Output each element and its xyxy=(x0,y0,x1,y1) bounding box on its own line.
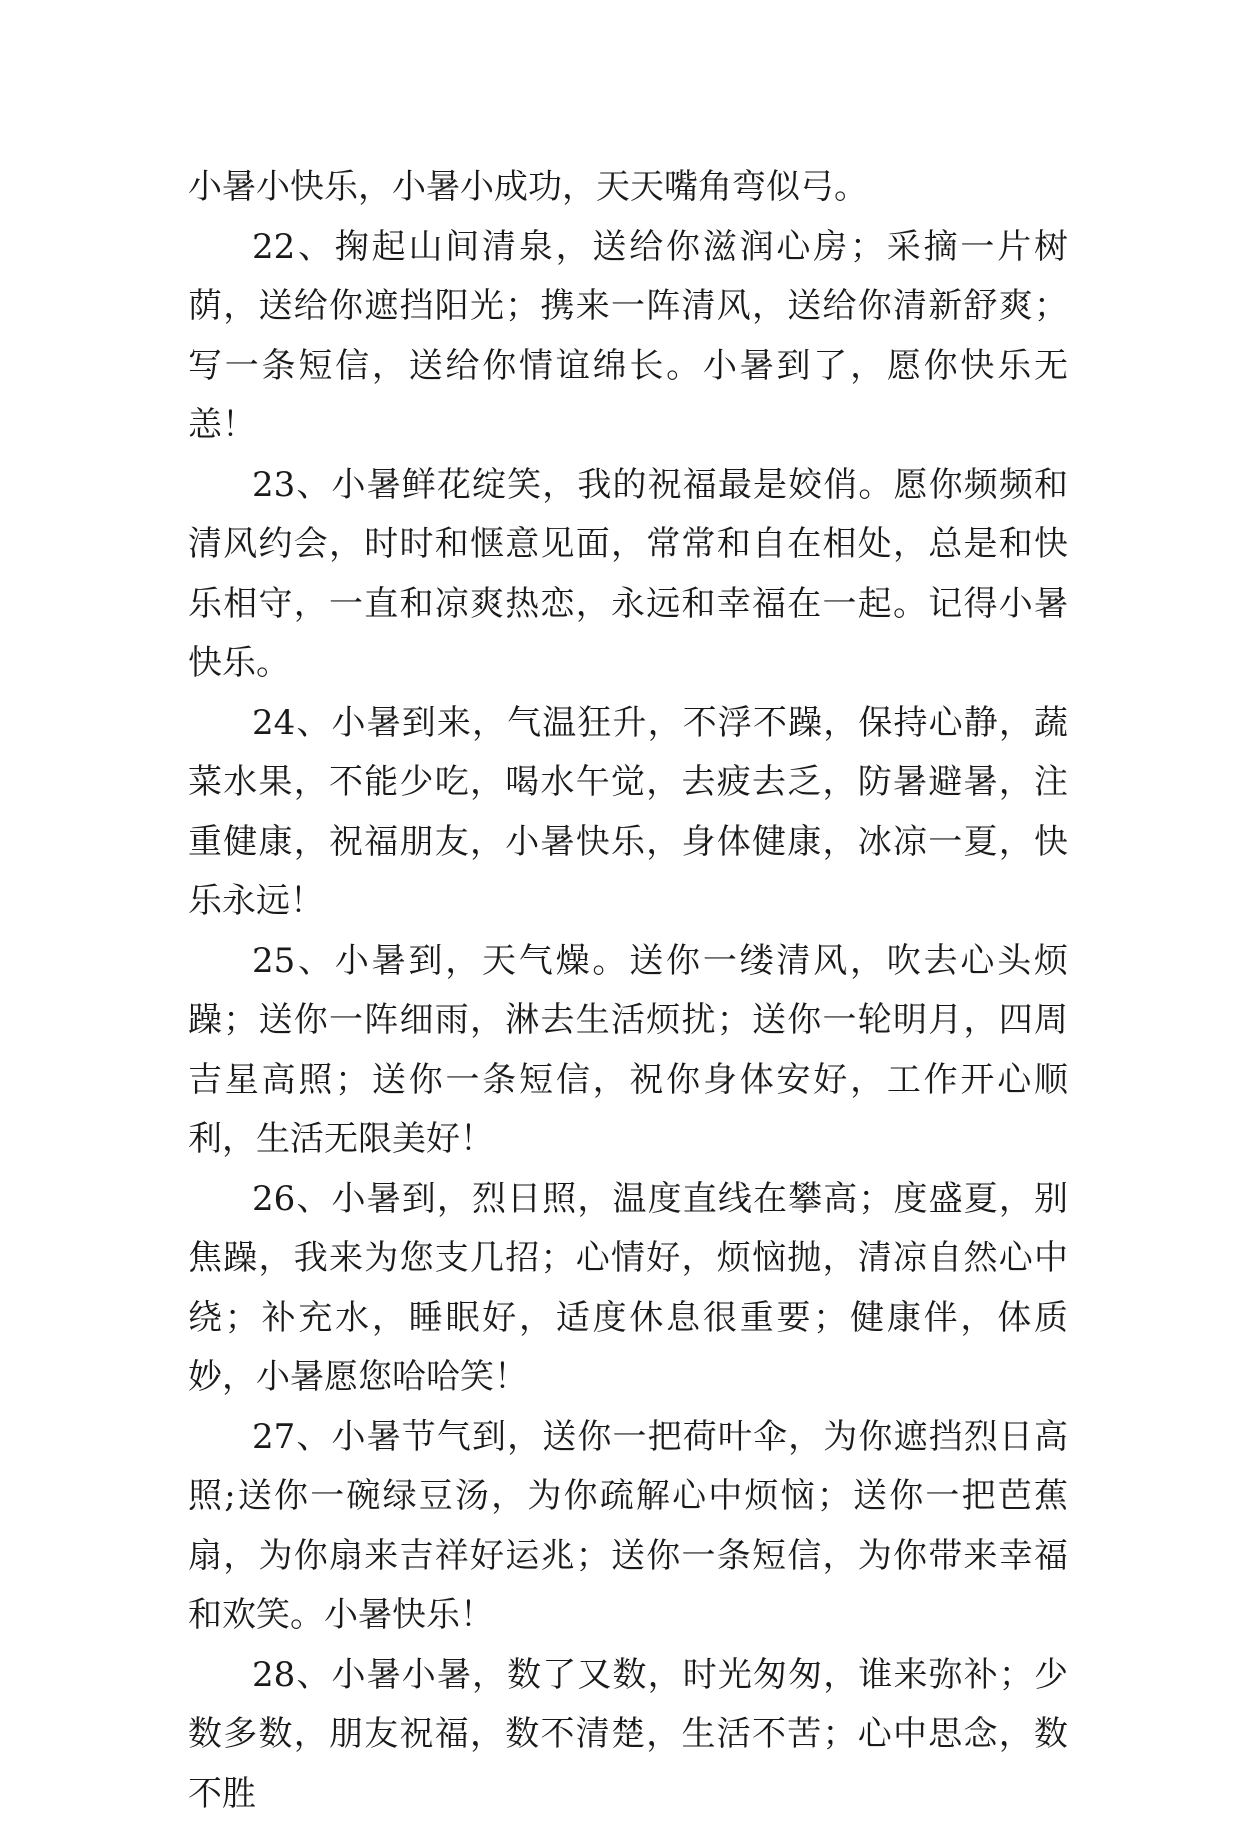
paragraph-26: 26、小暑到，烈日照，温度直线在攀高；度盛夏，别焦躁，我来为您支几招；心情好，烦恼抛，清凉自然心中绕；补充水，睡眠好，适度休息很重要；健康伴，体质妙，小暑愿您哈哈笑！ xyxy=(188,1170,1068,1408)
paragraph-27: 27、小暑节气到，送你一把荷叶伞，为你遮挡烈日高照;送你一碗绿豆汤，为你疏解心中烦恼；送你一把芭蕉扇，为你扇来吉祥好运兆；送你一条短信，为你带来幸福和欢笑。小暑快乐！ xyxy=(188,1408,1068,1646)
document-body xyxy=(188,158,1068,1824)
paragraph-22: 22、掬起山间清泉，送给你滋润心房；采摘一片树荫，送给你遮挡阳光；携来一阵清风，送给你清新舒爽；写一条短信，送给你情谊绵长。小暑到了，愿你快乐无恙！ xyxy=(188,218,1068,456)
paragraph-25: 25、小暑到，天气燥。送你一缕清风，吹去心头烦躁；送你一阵细雨，淋去生活烦扰；送你一轮明月，四周吉星高照；送你一条短信，祝你身体安好，工作开心顺利，生活无限美好！ xyxy=(188,932,1068,1170)
paragraph-28: 28、小暑小暑，数了又数，时光匆匆，谁来弥补；少数多数，朋友祝福，数不清楚，生活不苦；心中思念，数不胜 xyxy=(188,1646,1068,1824)
paragraph-continuation: 小暑小快乐，小暑小成功，天天嘴角弯似弓。 xyxy=(188,158,1068,218)
paragraph-23: 23、小暑鲜花绽笑，我的祝福最是姣俏。愿你频频和清风约会，时时和惬意见面，常常和自在相处，总是和快乐相守，一直和凉爽热恋，永远和幸福在一起。记得小暑快乐。 xyxy=(188,456,1068,694)
paragraph-24: 24、小暑到来，气温狂升，不浮不躁，保持心静，蔬菜水果，不能少吃，喝水午觉，去疲去乏，防暑避暑，注重健康，祝福朋友，小暑快乐，身体健康，冰凉一夏，快乐永远！ xyxy=(188,694,1068,932)
